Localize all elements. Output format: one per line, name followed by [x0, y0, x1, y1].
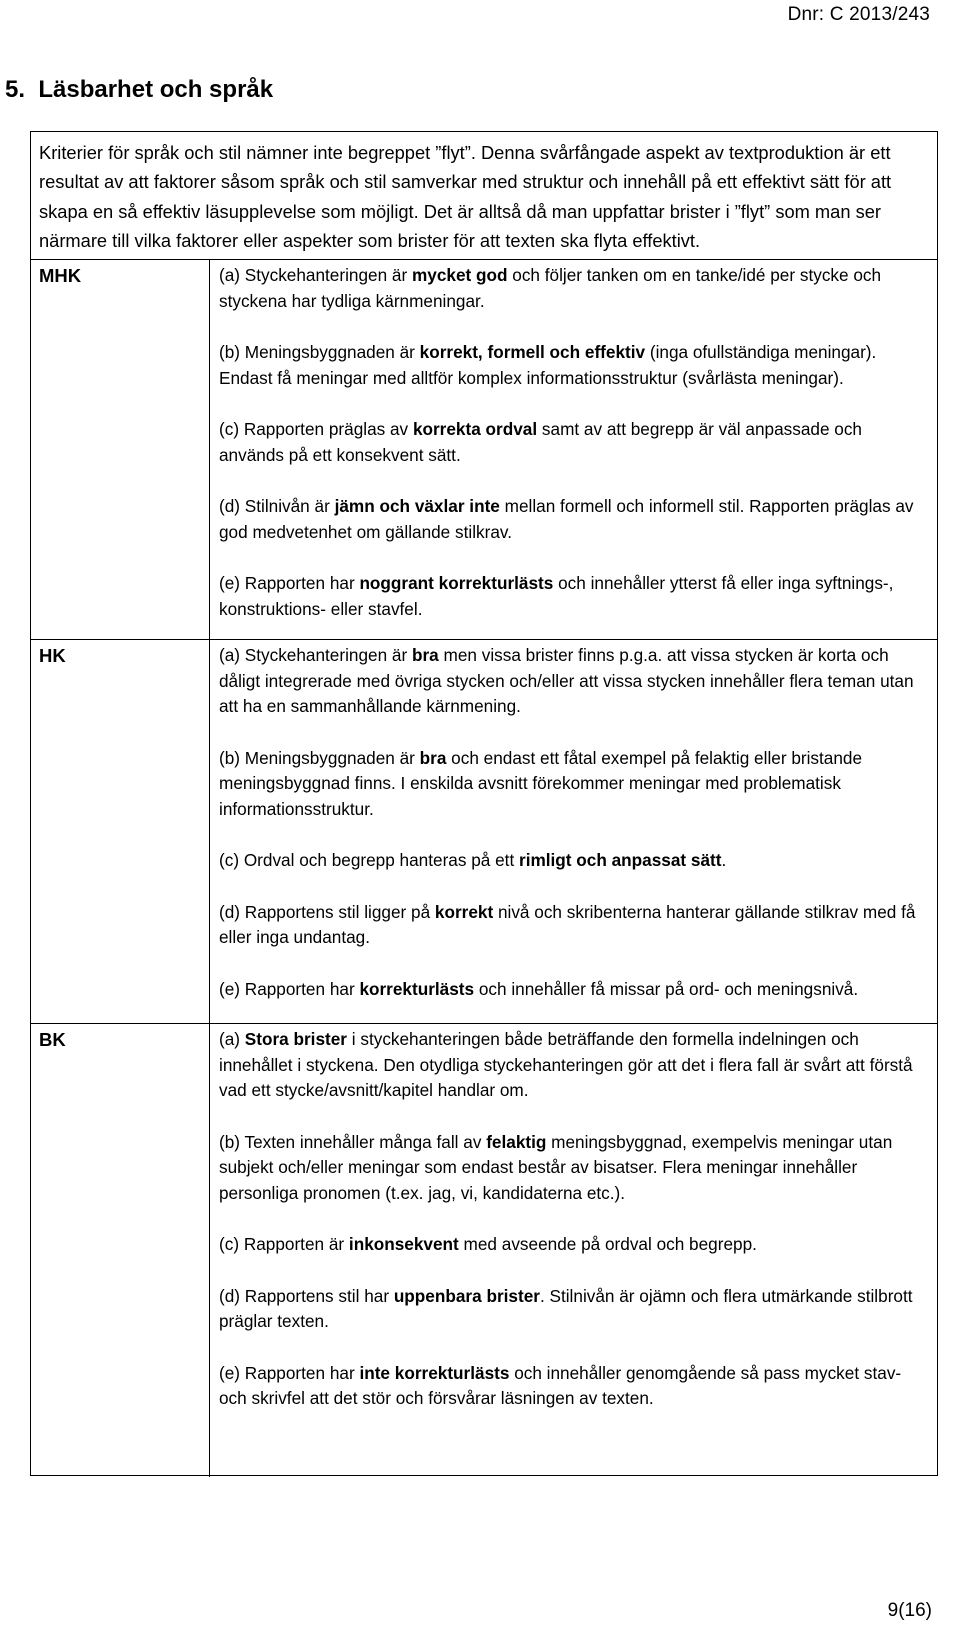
criterion-item [219, 746, 924, 823]
criterion-text: och innehåller ytterst få eller inga syftnings-, konstruktions- eller stavfel. [219, 573, 894, 619]
criterion-item [219, 571, 924, 622]
criterion-item [219, 900, 924, 951]
criterion-text: (e) Rapporten har [219, 978, 360, 999]
grade-row-hk [31, 639, 937, 1023]
criterion-text: (d) Rapportens stil har [219, 1285, 394, 1306]
grade-row-mhk [31, 259, 937, 639]
column-divider [209, 1024, 210, 1477]
criterion-text: (a) Styckehanteringen är [219, 265, 412, 285]
criterion-item [219, 977, 924, 1003]
criteria-table [30, 131, 938, 1476]
criteria-list [219, 263, 924, 648]
criterion-item [219, 340, 924, 391]
criterion-text: samt av att begrepp är väl anpassade och används på ett konsekvent sätt. [219, 419, 862, 465]
criterion-text: (c) Ordval och begrepp hanteras på ett [219, 850, 519, 870]
criterion-item [219, 643, 924, 720]
criteria-list [219, 1027, 924, 1438]
criterion-emphasis: noggrant korrekturlästs [359, 573, 554, 593]
criterion-text: (a) Styckehanteringen är [219, 645, 412, 665]
criterion-text: och endast ett fåtal exempel på felaktig eller bristande meningsbyggnad finns. I enskilda avsnitt förekommer meningar med problematisk informationsstruktur. [219, 747, 863, 819]
criterion-text: (b) Meningsbyggnaden är [219, 747, 420, 768]
criterion-text: nivå och skribenterna hanterar gällande stilkrav med få eller inga undantag. [219, 901, 916, 947]
criterion-text: meningsbyggnad, exempelvis meningar utan subjekt och/eller meningar som endast består av bisatser. Flera meningar innehåller personliga pronomen (t.ex. jag, vi, kandidaterna etc.). [219, 1131, 893, 1203]
grade-row-bk [31, 1023, 937, 1477]
criterion-emphasis: bra [411, 645, 439, 665]
criterion-item [219, 1361, 924, 1412]
criterion-emphasis: mycket god [411, 265, 508, 285]
criterion-text: (c) Rapporten präglas av [219, 419, 413, 439]
criterion-item [219, 1027, 924, 1104]
criterion-emphasis: inte korrekturlästs [359, 1362, 510, 1383]
criterion-item [219, 1284, 924, 1335]
criterion-text: (c) Rapporten är [219, 1234, 349, 1254]
criterion-text: . Stilnivån är ojämn och flera utmärkande stilbrott präglar texten. [219, 1285, 913, 1331]
criterion-text: och följer tanken om en tanke/idé per stycke och styckena har tydliga kärnmeningar. [219, 265, 882, 311]
criterion-text: (inga ofullständiga meningar). Endast få meningar med alltför komplex informationsstruktur (svårlästa meningar). [219, 342, 877, 388]
criterion-item [219, 1232, 924, 1258]
criterion-text: men vissa brister finns p.g.a. att vissa stycken är korta och dåligt integrerade med övriga stycken och/eller att vissa stycken innehåller flera teman utan att ha en sammanhållande kärnmening. [219, 645, 914, 716]
criterion-emphasis: felaktig [486, 1131, 547, 1152]
criterion-emphasis: Stora brister [244, 1029, 347, 1049]
criterion-text: och innehåller genomgående så pass mycket stav- och skrivfel att det stör och försvårar läsningen av texten. [219, 1362, 902, 1408]
criterion-emphasis: jämn och växlar inte [334, 496, 500, 516]
criterion-item [219, 494, 924, 545]
criterion-emphasis: korrekta ordval [412, 419, 538, 439]
criterion-text: (e) Rapporten har [219, 573, 360, 593]
grade-label: BK [39, 1029, 66, 1050]
grade-label: HK [39, 645, 66, 666]
criterion-text: mellan formell och informell stil. Rapporten präglas av god medvetenhet om gällande stilkrav. [219, 496, 914, 542]
criterion-text: i styckehanteringen både beträffande den formella indelningen och innehållet i styckena. Den otydliga styckehanteringen gör att det i flera fall är svårt att förstå vad ett stycke/avsnitt/kapitel handlar om. [219, 1029, 913, 1100]
criterion-emphasis: uppenbara brister [393, 1285, 540, 1306]
document-number: Dnr: C 2013/243 [787, 4, 930, 25]
criterion-text: och innehåller få missar på ord- och meningsnivå. [474, 978, 859, 999]
criterion-text: (e) Rapporten har [219, 1362, 360, 1383]
criterion-item [219, 263, 924, 314]
column-divider [209, 260, 210, 639]
criterion-item [219, 1130, 924, 1207]
criterion-emphasis: korrekt [434, 901, 494, 922]
criterion-text: (b) Meningsbyggnaden är [219, 342, 420, 362]
criterion-emphasis: rimligt och anpassat sätt [519, 850, 722, 870]
page-number: 9(16) [887, 1600, 932, 1621]
criteria-list [219, 643, 924, 1028]
intro-paragraph: Kriterier för språk och stil nämner inte begreppet ”flyt”. Denna svårfångade aspekt av textproduktion är ett resultat av att faktorer såsom språk och stil samverkar med struktur och innehåll på ett effektivt sätt för att skapa en så effektiv läsupplevelse som möjligt. Det är alltså då man uppfattar brister i ”flyt” som man ser närmare till vilka faktorer eller aspekter som brister för att texten ska flyta effektivt. [39, 142, 892, 251]
criterion-text: (a) [219, 1029, 245, 1049]
criterion-emphasis: korrekt, formell och effektiv [419, 342, 646, 362]
criterion-emphasis: korrekturlästs [359, 978, 475, 999]
criterion-text: (d) Rapportens stil ligger på [219, 901, 435, 922]
criterion-text: med avseende på ordval och begrepp. [458, 1234, 757, 1254]
criterion-text: . [721, 850, 727, 870]
grade-label: MHK [39, 265, 82, 286]
criterion-item [219, 417, 924, 468]
criterion-text: (d) Stilnivån är [219, 496, 335, 516]
criterion-text: (b) Texten innehåller många fall av [219, 1131, 487, 1152]
column-divider [209, 640, 210, 1023]
criterion-item [219, 848, 924, 874]
criterion-emphasis: inkonsekvent [348, 1234, 459, 1254]
section-title: 5. Läsbarhet och språk [5, 76, 274, 103]
criterion-emphasis: bra [419, 747, 447, 768]
